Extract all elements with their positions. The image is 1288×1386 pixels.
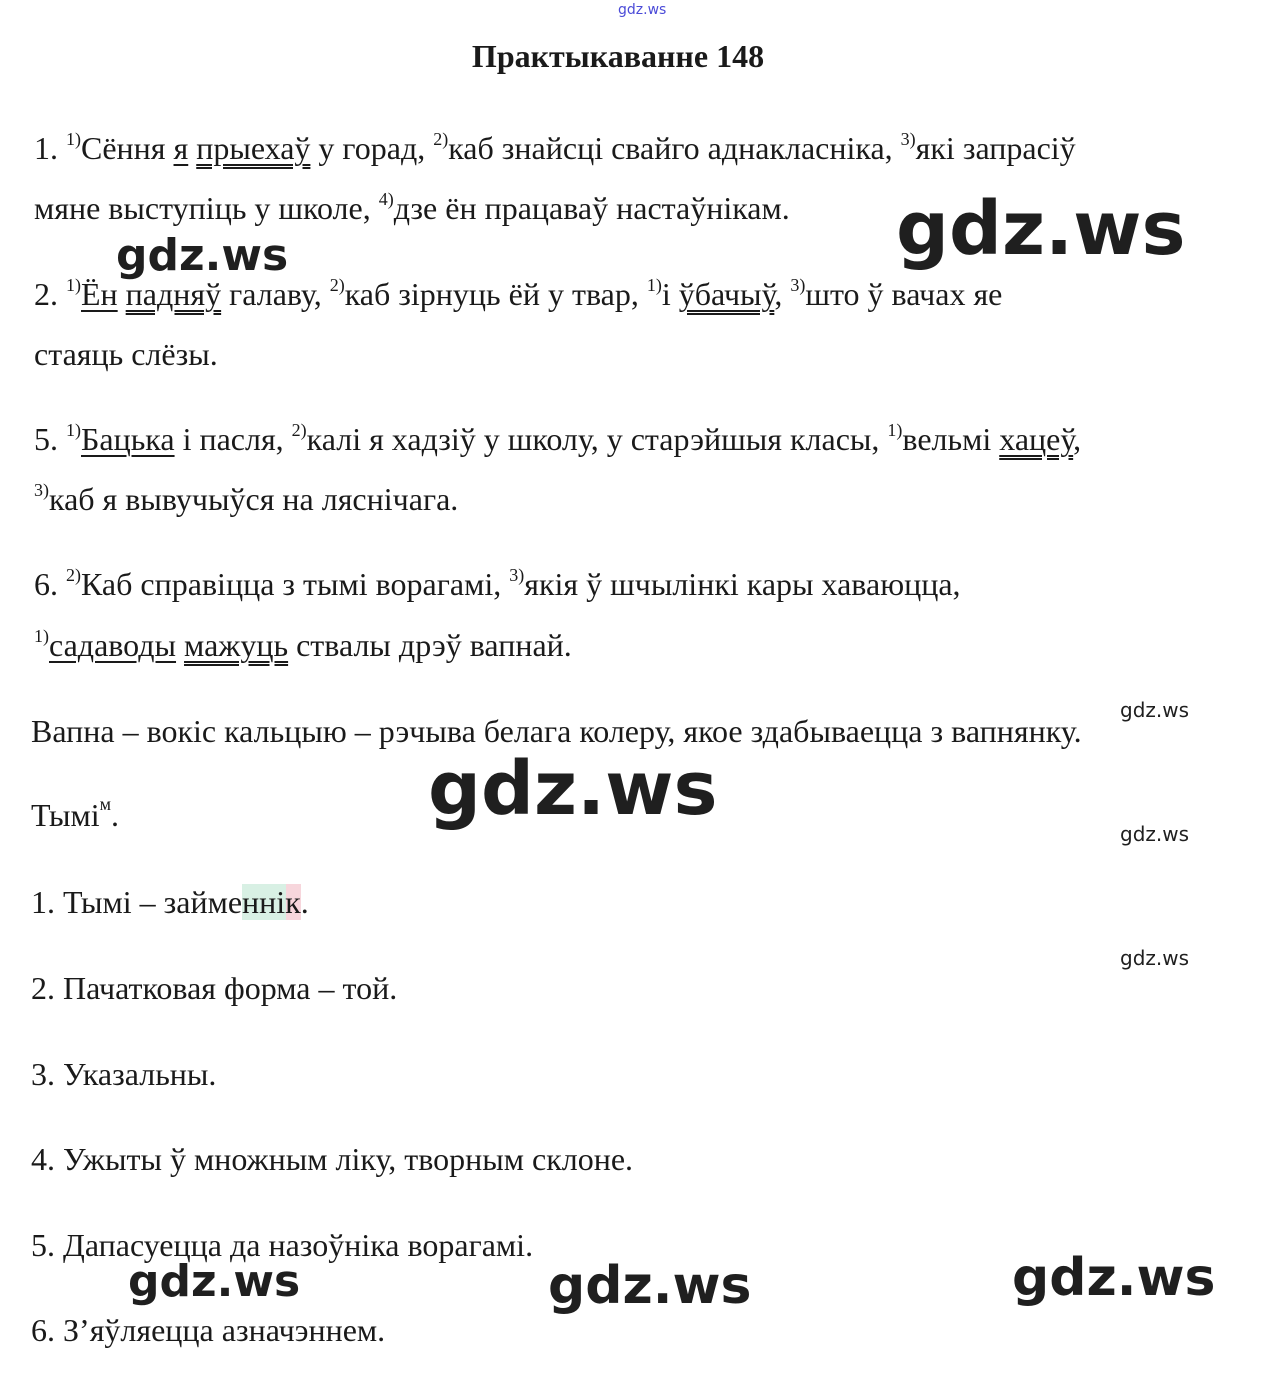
page-title: Практыкаванне 148 (471, 38, 765, 74)
sentence-6-line-2: $^{1)}$садаводы мажуць ствалы дрэў вапнай. (34, 626, 572, 663)
watermark-medium-2: gdz.ws (128, 1256, 301, 1307)
predicate: хацеў (999, 421, 1074, 457)
predicate: ўбачыў (678, 276, 775, 312)
definition-note: Вапна – вокіс кальцыю – рэчыва белага колеру, якое здабываецца з вапнянку. (31, 713, 1082, 749)
sentence-5-line-2: $^{3)}$каб я вывучыўся на ляснічага. (34, 480, 459, 517)
morph-item-5: 5. Дапасуецца да назоўніка ворагамі. (31, 1227, 534, 1263)
watermark-small-3: gdz.ws (1120, 946, 1190, 970)
morph-item-4: 4. Ужыты ў множным ліку, творным склоне. (31, 1141, 634, 1177)
morph-item-3: 3. Указальны. (31, 1056, 217, 1092)
predicate: падняў (125, 276, 222, 312)
watermark-large-2: gdz.ws (428, 746, 718, 832)
watermark-medium-4: gdz.ws (1012, 1248, 1216, 1308)
morph-item-2: 2. Пачатковая форма – той. (31, 970, 398, 1006)
subject: садаводы (49, 627, 177, 663)
sentence-2-line-2: стаяць слёзы. (34, 336, 218, 372)
predicate: мажуць (184, 627, 289, 663)
watermark-large-1: gdz.ws (896, 186, 1186, 272)
watermark-top: gdz.ws (618, 2, 667, 18)
predicate: прыехаў (196, 130, 311, 166)
subject: Ён (81, 276, 118, 312)
sentence-1-line-2: мяне выступіць у школе, $^{4)}$дзе ён працаваў настаўнікам. (34, 189, 790, 226)
morph-heading: Тымі$^м$. (31, 794, 119, 833)
highlighted-text: ннік (242, 884, 301, 920)
watermark-small-1: gdz.ws (1120, 698, 1190, 722)
watermark-small-2: gdz.ws (1120, 822, 1190, 846)
sentence-1-line-1: 1. $^{1)}$Сёння я прыехаў у горад, $^{2)}$каб знайсці свайго аднакласніка, $^{3)}$які запрасіў (34, 129, 1076, 166)
sentence-6-line-1: 6. $^{2)}$Каб справіцца з тымі ворагамі, $^{3)}$якія ў шчылінкі кары хаваюцца, (34, 565, 961, 602)
morph-item-6: 6. З’яўляецца азначэннем. (31, 1312, 386, 1348)
watermark-medium-3: gdz.ws (548, 1256, 752, 1316)
morph-item-1: 1. Тымі – займеннік. (31, 884, 309, 920)
subject: Бацька (81, 421, 175, 457)
subject: я (173, 130, 189, 166)
watermark-medium-1: gdz.ws (116, 230, 289, 281)
sentence-2-line-1: 2. $^{1)}$Ён падняў галаву, $^{2)}$каб зірнуць ёй у твар, $^{1)}$і ўбачыў, $^{3)}$што ў вачах яе (34, 275, 1003, 312)
sentence-5-line-1: 5. $^{1)}$Бацька і пасля, $^{2)}$калі я хадзіў у школу, у старэйшыя класы, $^{1)}$вельмі хацеў, (34, 420, 1082, 457)
